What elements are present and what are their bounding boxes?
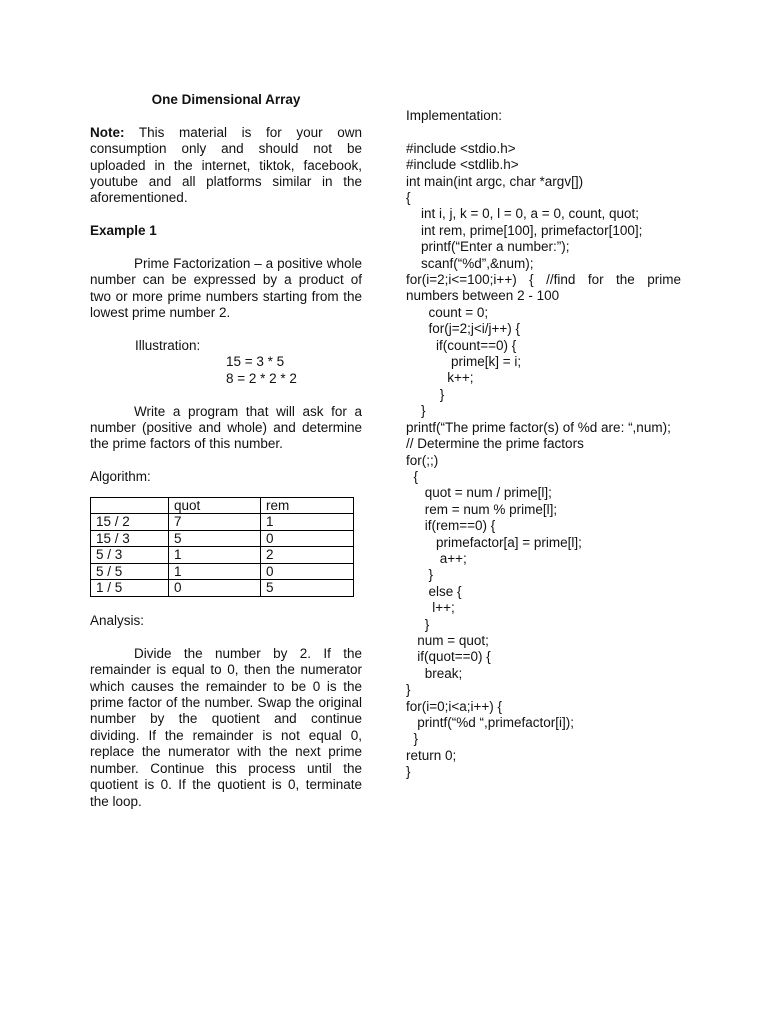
- code-line: }: [406, 731, 419, 747]
- illustration-label: Illustration:: [135, 338, 201, 354]
- code-block: [406, 141, 681, 781]
- table-row: [91, 514, 354, 531]
- code-line: }: [406, 682, 411, 698]
- code-line: printf(“Enter a number:”);: [406, 239, 570, 255]
- example-heading: Example 1: [90, 223, 157, 239]
- code-line: if(rem==0) {: [406, 518, 496, 534]
- intro-paragraph: Prime Factorization – a positive whole number can be expressed by a product of two or more prime numbers starting from the lowest prime number 2.: [90, 256, 362, 321]
- code-line: break;: [406, 665, 463, 681]
- table-cell: 5 / 3: [91, 547, 169, 564]
- code-line: }: [406, 386, 445, 402]
- code-line: scanf(“%d”,&num);: [406, 255, 534, 271]
- code-line: k++;: [406, 370, 474, 386]
- document-title: One Dimensional Array: [151, 92, 301, 107]
- right-column: [406, 108, 681, 781]
- code-line: num = quot;: [406, 632, 489, 648]
- code-line: }: [406, 567, 434, 583]
- table-cell: 5: [169, 530, 261, 547]
- left-column: [90, 92, 362, 810]
- code-line: {: [406, 190, 411, 206]
- table-cell: 1: [169, 547, 261, 564]
- table-cell: 1: [169, 563, 261, 580]
- table-cell: 2: [261, 547, 354, 564]
- table-cell: 5 / 5: [91, 563, 169, 580]
- table-row: [91, 563, 354, 580]
- table-cell: 5: [261, 580, 354, 597]
- code-line: a++;: [406, 550, 467, 566]
- table-cell: 7: [169, 514, 261, 531]
- analysis-label: Analysis:: [90, 613, 145, 629]
- illustration-line-2: 8 = 2 * 2 * 2: [226, 370, 297, 386]
- illustration-line-1: 15 = 3 * 5: [226, 354, 285, 370]
- table-row: [91, 547, 354, 564]
- code-line: printf(“The prime factor(s) of %d are: “,num);: [406, 419, 671, 435]
- code-line: for(i=0;i<a;i++) {: [406, 698, 503, 714]
- code-line: for(i=2;i<=100;i++) { //find for the prime numbers between 2 - 100: [406, 272, 681, 304]
- table-header-cell: [91, 497, 169, 514]
- code-line: // Determine the prime factors: [406, 436, 584, 452]
- code-line: for(;;): [406, 452, 439, 468]
- table-cell: 1: [261, 514, 354, 531]
- code-line: #include <stdlib.h>: [406, 157, 519, 173]
- table-cell: 15 / 3: [91, 530, 169, 547]
- algorithm-label: Algorithm:: [90, 469, 151, 485]
- note-text: This material is for your own consumption only and should not be uploaded in the internet, tiktok, facebook, youtube and all platforms similar in the aforementioned.: [90, 124, 362, 206]
- code-line: prime[k] = i;: [406, 354, 522, 370]
- table-cell: 0: [261, 563, 354, 580]
- implementation-label: Implementation:: [406, 108, 503, 123]
- analysis-paragraph: Divide the number by 2. If the remainder is equal to 0, then the numerator which causes the remainder to be 0 is the prime factor of the number. Swap the original number by the quotient and continue dividing. If the remainder is not equal 0, replace the numerator with the next prime number. Continue this process until the quotient is 0. If the quotient is 0, terminate the loop.: [90, 645, 362, 809]
- code-line: }: [406, 764, 411, 780]
- code-line: rem = num % prime[l];: [406, 501, 558, 517]
- table-header-row: [91, 497, 354, 514]
- table-header-cell: quot: [169, 497, 261, 514]
- code-line: for(j=2;j<i/j++) {: [406, 321, 521, 337]
- code-line: int i, j, k = 0, l = 0, a = 0, count, quot;: [406, 206, 640, 222]
- table-row: [91, 580, 354, 597]
- note-label: Note:: [90, 124, 125, 140]
- table-cell: 1 / 5: [91, 580, 169, 597]
- table-cell: 0: [261, 530, 354, 547]
- code-line: int rem, prime[100], primefactor[100];: [406, 222, 643, 238]
- table-row: [91, 530, 354, 547]
- code-line: {: [406, 468, 419, 484]
- code-line: primefactor[a] = prime[l];: [406, 534, 582, 550]
- code-line: #include <stdio.h>: [406, 140, 516, 156]
- note-paragraph: [90, 125, 362, 207]
- code-line: quot = num / prime[l];: [406, 485, 552, 501]
- table-cell: 0: [169, 580, 261, 597]
- code-line: printf(“%d “,primefactor[i]);: [406, 715, 575, 731]
- task-paragraph: Write a program that will ask for a number (positive and whole) and determine the prime factors of this number.: [90, 403, 362, 452]
- table-cell: 15 / 2: [91, 514, 169, 531]
- code-line: return 0;: [406, 747, 457, 763]
- code-line: l++;: [406, 600, 455, 616]
- code-line: }: [406, 403, 426, 419]
- code-line: int main(int argc, char *argv[]): [406, 173, 584, 189]
- algorithm-table: [90, 497, 354, 597]
- code-line: if(count==0) {: [406, 337, 517, 353]
- code-line: }: [406, 616, 430, 632]
- code-line: count = 0;: [406, 304, 489, 320]
- code-line: if(quot==0) {: [406, 649, 491, 665]
- table-header-cell: rem: [261, 497, 354, 514]
- code-line: else {: [406, 583, 462, 599]
